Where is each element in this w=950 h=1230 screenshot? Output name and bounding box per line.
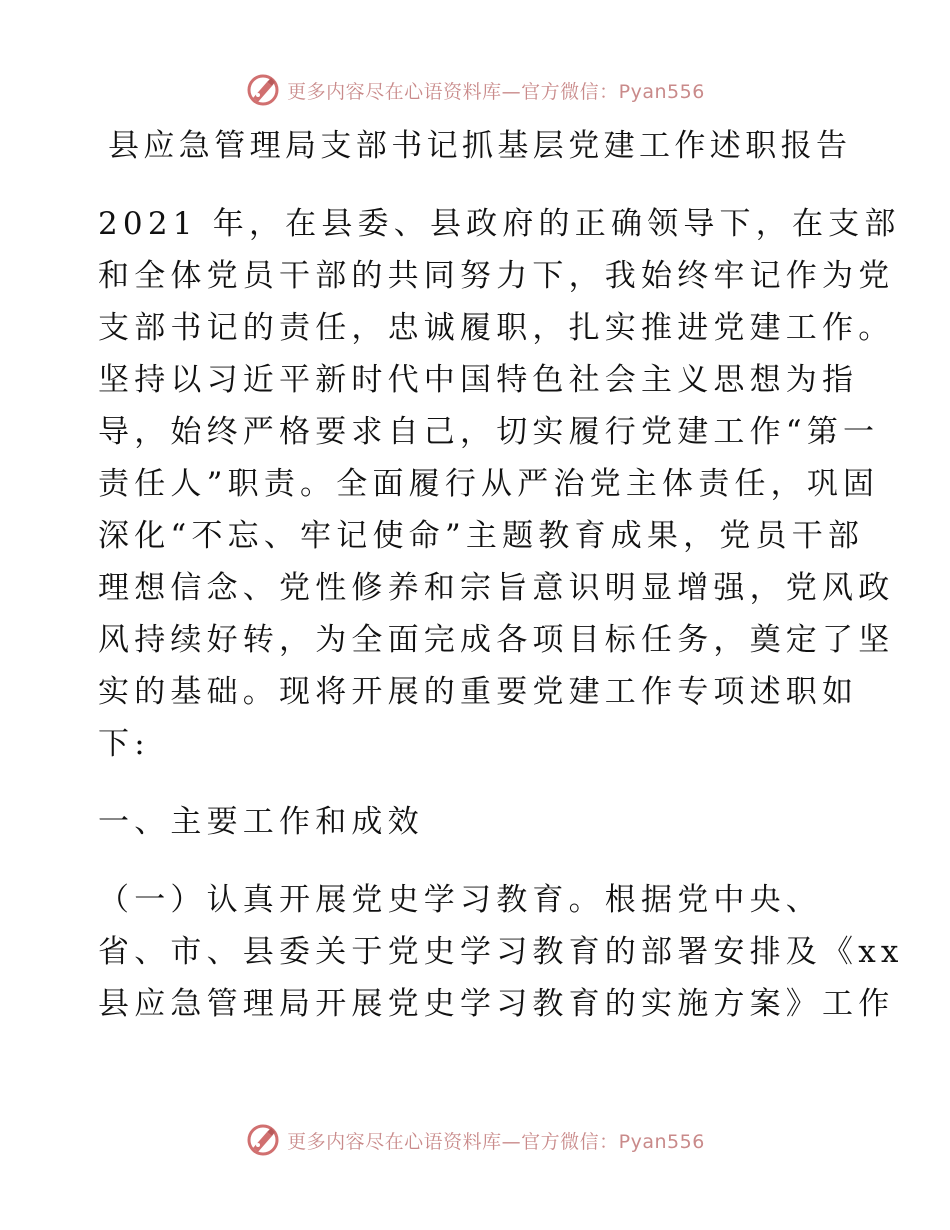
watermark-footer <box>0 1120 950 1160</box>
paragraph-line: 风持续好转，为全面完成各项目标任务，奠定了坚 <box>98 622 895 658</box>
paragraph-spacer <box>98 848 850 874</box>
pen-logo-icon <box>245 1122 281 1158</box>
paragraph-line: 支部书记的责任，忠诚履职，扎实推进党建工作。 <box>98 310 895 346</box>
document-body <box>98 198 904 1030</box>
paragraph-line: 实的基础。现将开展的重要党建工作专项述职如 <box>98 674 859 710</box>
paragraph-line: 导，始终严格要求自己，切实履行党建工作“第一 <box>98 414 880 450</box>
document-title: 县应急管理局支部书记抓基层党建工作述职报告 <box>108 128 852 164</box>
watermark-header <box>0 70 950 110</box>
watermark-text: 更多内容尽在心语资料库—官方微信：Pyan556 <box>287 80 705 103</box>
watermark-text: 更多内容尽在心语资料库—官方微信：Pyan556 <box>287 1130 705 1153</box>
paragraph-line: 县应急管理局开展党史学习教育的实施方案》工作 <box>98 986 895 1022</box>
paragraph-line: 省、市、县委关于党史学习教育的部署安排及《xx <box>98 934 904 970</box>
paragraph-line: （一）认真开展党史学习教育。根据党中央、 <box>98 882 822 918</box>
paragraph-line: 理想信念、党性修养和宗旨意识明显增强，党风政 <box>98 570 895 606</box>
paragraph-line: 2021 年，在县委、县政府的正确领导下，在支部 <box>98 206 901 242</box>
paragraph-line: 责任人”职责。全面履行从严治党主体责任，巩固 <box>98 466 880 502</box>
section-heading: 一、主要工作和成效 <box>98 804 424 840</box>
paragraph-line: 深化“不忘、牢记使命”主题教育成果，党员干部 <box>98 518 865 554</box>
paragraph-spacer <box>98 770 850 796</box>
paragraph-line: 下: <box>98 726 150 762</box>
pen-logo-icon <box>245 72 281 108</box>
paragraph-line: 和全体党员干部的共同努力下，我始终牢记作为党 <box>98 258 895 294</box>
paragraph-line: 坚持以习近平新时代中国特色社会主义思想为指 <box>98 362 859 398</box>
